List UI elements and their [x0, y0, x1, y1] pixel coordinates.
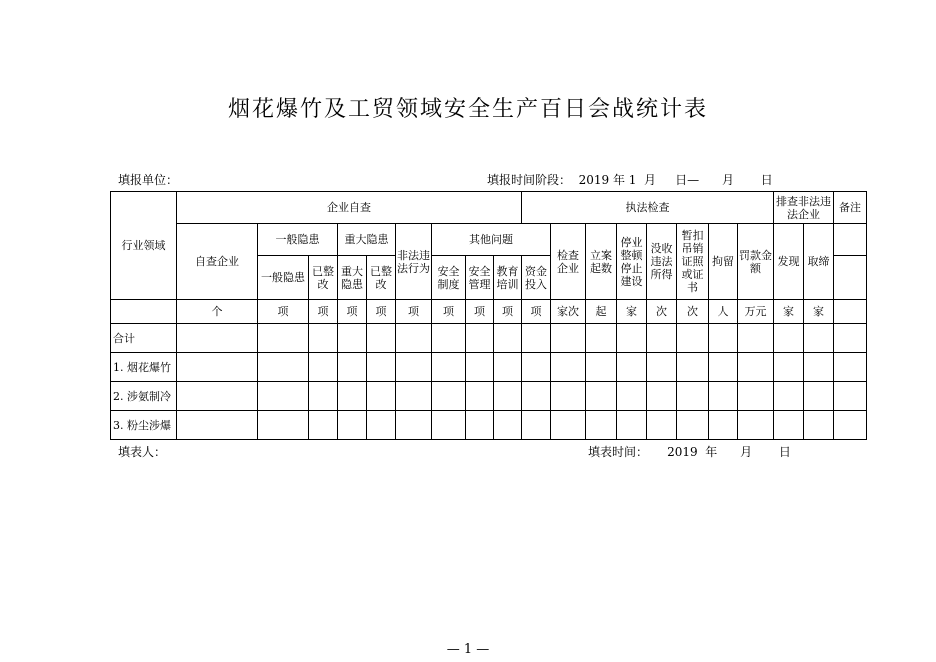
row-label: 2. 涉氨制冷 [111, 382, 177, 411]
data-cell[interactable] [522, 353, 551, 382]
table-row [111, 324, 867, 353]
data-cell[interactable] [586, 353, 617, 382]
data-cell[interactable] [309, 411, 338, 440]
data-cell[interactable] [494, 382, 522, 411]
header-education-training: 教育培训 [494, 256, 522, 300]
data-cell[interactable] [738, 324, 774, 353]
data-cell[interactable] [709, 324, 738, 353]
header-law-enforcement: 执法检查 [522, 192, 774, 224]
data-cell[interactable] [338, 353, 367, 382]
units-row [111, 300, 867, 324]
unit-cell: 项 [367, 300, 396, 324]
data-cell[interactable] [738, 382, 774, 411]
header-industry: 行业领域 [111, 192, 177, 300]
header-general-hazard: 一般隐患 [258, 224, 338, 256]
period-label: 填报时间阶段： 2019 年 1 月 日— 月 日 [487, 173, 773, 187]
data-cell[interactable] [804, 324, 834, 353]
header-general-rectified: 已整改 [309, 256, 338, 300]
data-cell[interactable] [258, 382, 309, 411]
data-cell[interactable] [522, 324, 551, 353]
header-major-rectified: 已整改 [367, 256, 396, 300]
data-cell[interactable] [738, 353, 774, 382]
data-cell[interactable] [466, 382, 494, 411]
header-remarks-blank [834, 224, 867, 256]
data-cell[interactable] [647, 353, 677, 382]
data-cell[interactable] [494, 324, 522, 353]
data-cell[interactable] [774, 382, 804, 411]
unit-cell: 次 [647, 300, 677, 324]
units-blank [111, 300, 177, 324]
data-cell[interactable] [677, 324, 709, 353]
header-major-hazard-sub: 重大隐患 [338, 256, 367, 300]
page-number: — 1 — [446, 642, 490, 657]
unit-label: 填报单位： [118, 173, 179, 187]
unit-cell: 家 [774, 300, 804, 324]
data-cell[interactable] [647, 324, 677, 353]
unit-cell: 项 [338, 300, 367, 324]
unit-cell: 人 [709, 300, 738, 324]
table-row [111, 382, 867, 411]
unit-cell: 项 [522, 300, 551, 324]
data-cell[interactable] [177, 382, 258, 411]
header-remarks: 备注 [834, 192, 867, 224]
header-fund-input: 资金投入 [522, 256, 551, 300]
unit-cell: 项 [396, 300, 432, 324]
unit-cell: 家 [617, 300, 647, 324]
data-cell[interactable] [709, 353, 738, 382]
fill-date-label: 填表时间： 2019 年 月 日 [588, 445, 791, 459]
unit-cell [834, 300, 867, 324]
data-cell[interactable] [551, 382, 586, 411]
data-cell[interactable] [367, 324, 396, 353]
filler-label: 填表人： [118, 445, 167, 459]
data-cell[interactable] [834, 353, 867, 382]
data-cell[interactable] [338, 411, 367, 440]
data-cell[interactable] [804, 353, 834, 382]
data-cell[interactable] [432, 382, 466, 411]
row-label: 1. 烟花爆竹 [111, 353, 177, 382]
header-revoke-license: 暂扣吊销证照或证书 [677, 224, 709, 300]
header-detain: 拘留 [709, 224, 738, 300]
header-suspend-rectify: 停业整顿停止建设 [617, 224, 647, 300]
header-illegal-check: 排查非法违法企业 [774, 192, 834, 224]
data-cell[interactable] [551, 324, 586, 353]
data-cell[interactable] [617, 382, 647, 411]
unit-cell: 家 [804, 300, 834, 324]
data-cell[interactable] [617, 411, 647, 440]
header-other-issues: 其他问题 [432, 224, 551, 256]
data-cell[interactable] [647, 411, 677, 440]
header-enterprise-self-check: 企业自查 [177, 192, 522, 224]
header-safety-system: 安全制度 [432, 256, 466, 300]
data-cell[interactable] [586, 382, 617, 411]
unit-cell: 项 [466, 300, 494, 324]
data-cell[interactable] [586, 324, 617, 353]
data-cell[interactable] [258, 324, 309, 353]
data-cell[interactable] [551, 411, 586, 440]
data-cell[interactable] [834, 382, 867, 411]
unit-cell: 万元 [738, 300, 774, 324]
data-cell[interactable] [466, 411, 494, 440]
data-cell[interactable] [647, 382, 677, 411]
data-cell[interactable] [586, 411, 617, 440]
header-case-filed: 立案起数 [586, 224, 617, 300]
data-cell[interactable] [396, 353, 432, 382]
table-row [111, 411, 867, 440]
data-cell[interactable] [466, 353, 494, 382]
unit-cell: 项 [258, 300, 309, 324]
data-cell[interactable] [677, 353, 709, 382]
data-cell[interactable] [522, 411, 551, 440]
header-major-hazard: 重大隐患 [338, 224, 396, 256]
data-cell[interactable] [709, 411, 738, 440]
unit-cell: 项 [432, 300, 466, 324]
data-cell[interactable] [367, 411, 396, 440]
header-confiscate: 没收违法所得 [647, 224, 677, 300]
data-cell[interactable] [367, 382, 396, 411]
header-illegal-act: 非法违法行为 [396, 224, 432, 300]
unit-cell: 起 [586, 300, 617, 324]
header-discover: 发现 [774, 224, 804, 300]
data-cell[interactable] [338, 382, 367, 411]
data-cell[interactable] [367, 353, 396, 382]
data-cell[interactable] [774, 411, 804, 440]
header-safety-management: 安全管理 [466, 256, 494, 300]
data-cell[interactable] [466, 324, 494, 353]
data-cell[interactable] [677, 411, 709, 440]
data-cell[interactable] [258, 353, 309, 382]
table-row [111, 353, 867, 382]
data-cell[interactable] [804, 411, 834, 440]
row-label: 3. 粉尘涉爆 [111, 411, 177, 440]
data-cell[interactable] [617, 353, 647, 382]
header-fine: 罚款金额 [738, 224, 774, 300]
data-cell[interactable] [309, 382, 338, 411]
data-cell[interactable] [522, 382, 551, 411]
data-cell[interactable] [738, 411, 774, 440]
data-cell[interactable] [804, 382, 834, 411]
header-ban: 取缔 [804, 224, 834, 300]
data-cell[interactable] [551, 353, 586, 382]
unit-cell: 家次 [551, 300, 586, 324]
data-cell[interactable] [177, 353, 258, 382]
data-cell[interactable] [309, 353, 338, 382]
statistics-table [110, 191, 867, 440]
data-cell[interactable] [432, 324, 466, 353]
header-inspected-enterprise: 检查企业 [551, 224, 586, 300]
unit-cell: 项 [309, 300, 338, 324]
data-cell[interactable] [834, 324, 867, 353]
data-cell[interactable] [617, 324, 647, 353]
data-cell[interactable] [709, 382, 738, 411]
data-cell[interactable] [396, 411, 432, 440]
data-cell[interactable] [494, 411, 522, 440]
header-remarks-blank-2 [834, 256, 867, 300]
unit-cell: 次 [677, 300, 709, 324]
header-general-hazard-sub: 一般隐患 [258, 256, 309, 300]
data-cell[interactable] [396, 324, 432, 353]
data-cell[interactable] [177, 411, 258, 440]
data-cell[interactable] [834, 411, 867, 440]
data-cell[interactable] [177, 324, 258, 353]
data-cell[interactable] [432, 353, 466, 382]
data-cell[interactable] [258, 411, 309, 440]
unit-cell: 项 [494, 300, 522, 324]
data-cell[interactable] [309, 324, 338, 353]
unit-cell: 个 [177, 300, 258, 324]
data-cell[interactable] [774, 324, 804, 353]
data-cell[interactable] [677, 382, 709, 411]
data-cell[interactable] [396, 382, 432, 411]
data-cell[interactable] [432, 411, 466, 440]
header-self-check-enterprise: 自查企业 [177, 224, 258, 300]
page-title: 烟花爆竹及工贸领域安全生产百日会战统计表 [227, 97, 708, 122]
row-label: 合计 [111, 324, 177, 353]
data-cell[interactable] [338, 324, 367, 353]
data-cell[interactable] [774, 353, 804, 382]
data-cell[interactable] [494, 353, 522, 382]
